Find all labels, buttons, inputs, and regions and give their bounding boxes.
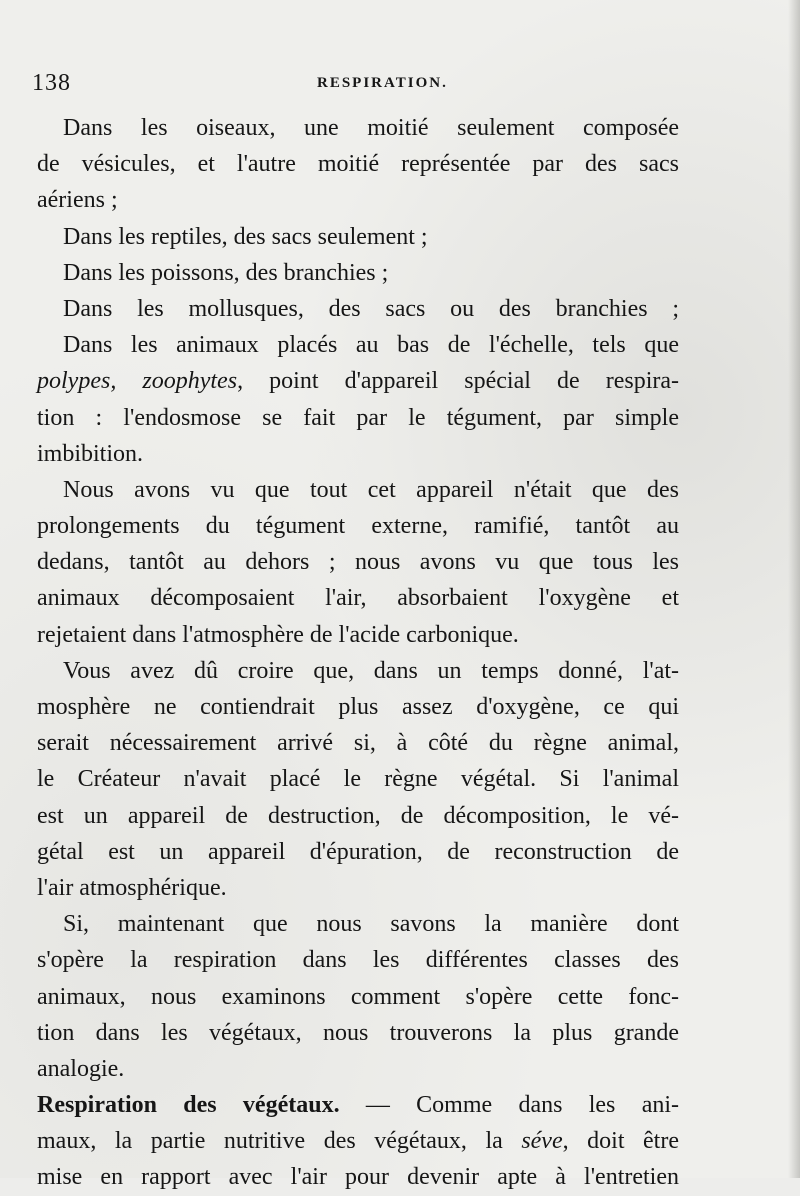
text-line: tion dans les végétaux, nous trouverons la plus grande [37, 1019, 679, 1046]
italic-term: polypes, zoophytes [37, 368, 238, 395]
text-line: gétal est un appareil d'épuration, de reconstruction de [37, 838, 679, 865]
text-line: maux, la partie nutritive des végétaux, la séve, doit être [37, 1128, 679, 1155]
text-line: imbibition. [37, 440, 144, 467]
page-header [32, 70, 682, 106]
text-line: tion : l'endosmose se fait par le tégument, par simple [37, 404, 679, 431]
text-line: animaux décomposaient l'air, absorbaient l'oxygène et [37, 585, 679, 612]
text-line: Dans les mollusques, des sacs ou des branchies ; [63, 295, 679, 322]
text-line: prolongements du tégument externe, ramifié, tantôt au [37, 513, 679, 540]
text-line: mise en rapport avec l'air pour devenir apte à l'entretien [37, 1164, 679, 1191]
text-line: Respiration des végétaux. — Comme dans les ani- [37, 1092, 680, 1119]
text-line: Dans les animaux placés au bas de l'échelle, tels que [63, 332, 679, 359]
text-line: analogie. [37, 1055, 125, 1082]
text-line: Si, maintenant que nous savons la manière dont [63, 911, 679, 938]
text-line: le Créateur n'avait placé le règne végétal. Si l'animal [37, 766, 679, 793]
text-line: de vésicules, et l'autre moitié représentée par des sacs [37, 151, 679, 178]
text-line: serait nécessairement arrivé si, à côté du règne animal, [37, 730, 679, 757]
text-line: polypes, zoophytes, point d'appareil spécial de respira- [37, 368, 679, 395]
page-number: 138 [32, 70, 71, 96]
text-line: rejetaient dans l'atmosphère de l'acide carbonique. [37, 621, 519, 648]
text-line: aériens ; [37, 187, 118, 214]
italic-term: séve [521, 1128, 563, 1155]
text-line: est un appareil de destruction, de décomposition, le vé- [37, 802, 679, 829]
text-line: Dans les poissons, des branchies ; [63, 259, 389, 286]
text-line: Dans les oiseaux, une moitié seulement composée [63, 115, 679, 141]
text-line: mosphère ne contiendrait plus assez d'oxygène, ce qui [37, 694, 679, 720]
body-text [37, 110, 679, 1196]
text-line: Nous avons vu que tout cet appareil n'était que des [63, 476, 679, 503]
text-line: l'air atmosphérique. [37, 874, 227, 901]
section-heading: Respiration des végétaux. [37, 1092, 340, 1119]
page-edge-shadow [788, 0, 800, 1178]
text-line: Dans les reptiles, des sacs seulement ; [63, 223, 428, 250]
text-line: Vous avez dû croire que, dans un temps donné, l'at- [63, 657, 679, 684]
text-line: dedans, tantôt au dehors ; nous avons vu que tous les [37, 549, 679, 576]
text-line: animaux, nous examinons comment s'opère cette fonc- [37, 983, 679, 1010]
running-title: RESPIRATION. [317, 75, 448, 91]
text-line: s'opère la respiration dans les différentes classes des [37, 947, 679, 974]
